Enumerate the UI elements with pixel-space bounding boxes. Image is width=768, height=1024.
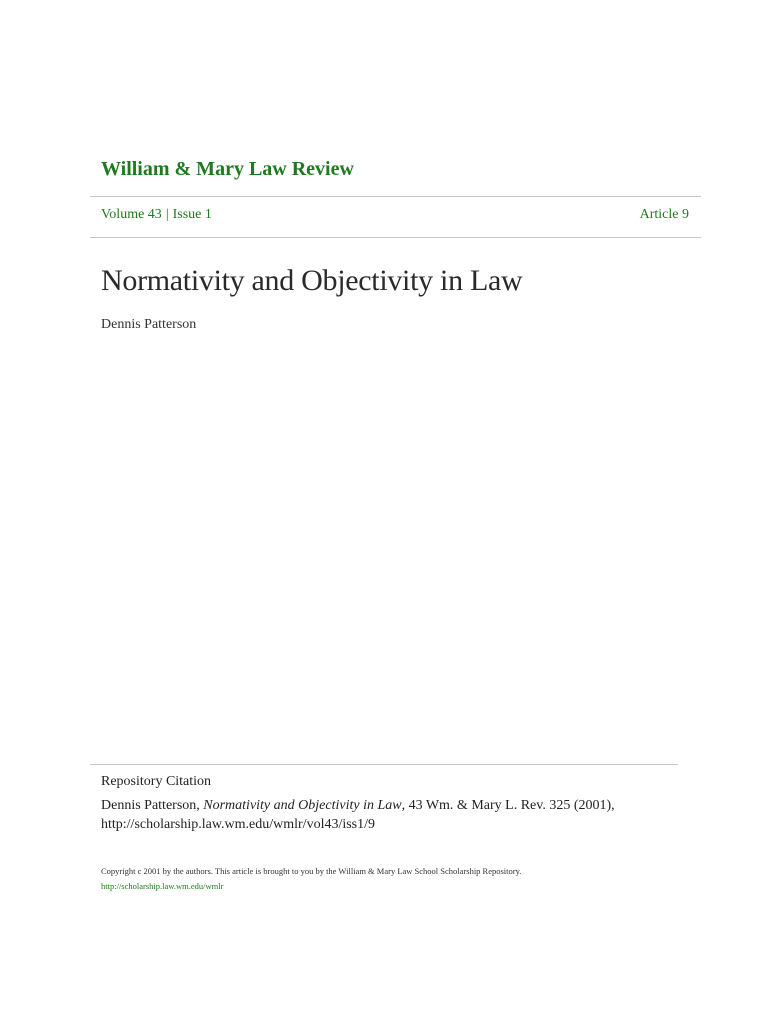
issue-line [101,207,212,223]
middle-divider [90,237,701,238]
citation-divider [90,764,678,765]
issue-link[interactable]: Issue 1 [172,207,212,222]
citation-author: Dennis Patterson, [101,798,204,813]
citation-block [101,796,615,834]
citation-title: Normativity and Objectivity in Law [203,798,402,813]
copyright-notice: Copyright c 2001 by the authors. This article is brought to you by the William & Mary Law School Scholarship Repository. [101,866,522,876]
repository-link[interactable]: http://scholarship.law.wm.edu/wmlr [101,881,224,891]
author-name: Dennis Patterson [101,317,197,332]
journal-title[interactable]: William & Mary Law Review [101,158,354,180]
citation-suffix: , 43 Wm. & Mary L. Rev. 325 (2001), [401,798,615,813]
citation-heading: Repository Citation [101,774,212,789]
article-title: Normativity and Objectivity in Law [101,264,523,297]
citation-url: http://scholarship.law.wm.edu/wmlr/vol43/iss1/9 [101,817,376,832]
volume-link[interactable]: Volume 43 [101,207,162,222]
top-divider [90,196,701,197]
article-number-link[interactable]: Article 9 [639,207,689,222]
issue-separator: | [165,207,169,222]
